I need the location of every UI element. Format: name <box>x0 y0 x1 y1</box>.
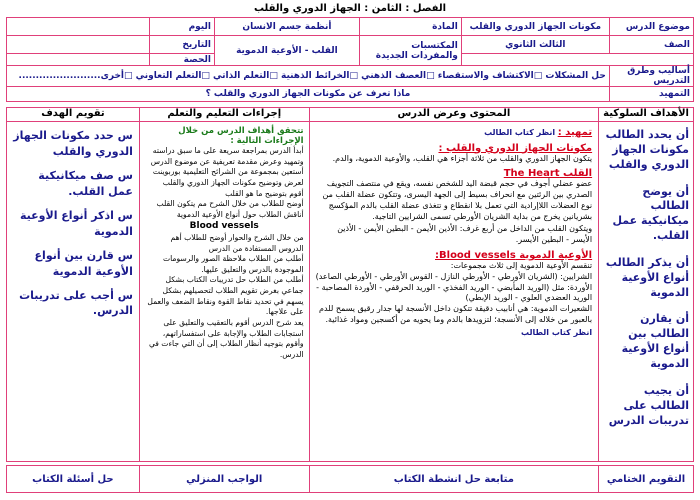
capillaries-text: الشعيرات الدموية: هي أنابيب دقيقة تتكون داخل الأنسجة لها جدار رقيق يسمح للدم بالعبور من خلاله إلى الأنسجة؛ لتزويدها بالدم وما يحويه من أكسجين ومواد غذائية. <box>319 304 593 325</box>
evaluation-cell <box>7 122 140 462</box>
book-note: انظر كتاب الطالب <box>521 327 593 337</box>
procedures-cell <box>139 122 309 462</box>
heart-text: عضو عضلي أجوف في حجم قبضة اليد للشخص نفسه، ويقع في منتصف التجويف الصدري بين الرئتين مع انحراف بسيط إلى الجهة اليسرى، وتتكون عضلة القلب من نوع العضلات اللاإرادية التي تعمل بلا انقطاع و تتغذى عضلة القلب بالدم المؤكسج بشريانين يخرج من بداية الشريان الأورطي تسمى الشرايين التاجية. <box>322 179 593 221</box>
procedure-step: من خلال الشرح والحوار أوضح للطلاب أهم الدروس المستفادة من الدرس <box>170 232 304 253</box>
evaluation-item: س أجب على تدريبات الدرس. <box>19 288 133 318</box>
heart-chambers-text: ويتكون القلب من الداخل من أربع غرف: الأذين الأيمن - البطين الأيمن - الأذين الأيسر - البطين الأيسر. <box>337 224 593 245</box>
procedure-step: أناقش الطلاب حول أنواع الأوعية الدموية <box>176 209 304 219</box>
intro-note: انظر كتاب الطالب <box>484 128 556 137</box>
content-cell <box>309 122 598 462</box>
objective-item: أن يقارن الطالب بين أنواع الأوعية الدموية <box>621 312 689 370</box>
subject-label: المادة <box>359 18 461 36</box>
strategies-list: حل المشكلات □الاكتشاف والاستقصاء □العصف الذهني □الخرائط الذهنية □التعلم الذاتي □التعلم التعاوني □أخرى........................ <box>7 66 610 87</box>
objective-item: أن يذكر الطالب أنواع الأوعية الدموية <box>605 255 689 299</box>
answers-value: حل أسئلة الكتاب <box>7 466 140 493</box>
strategies-label: أساليب وطرق التدريس <box>609 66 693 87</box>
class-label: الصف <box>609 36 693 54</box>
chapter-title: الفصل : الثامن : الجهاز الدوري والقلب <box>253 3 447 14</box>
arteries-text: الشرايين: (الشريان الأورطي - الأورطي النازل - القوس الأورطي - الأورطي الصاعد) <box>315 271 593 281</box>
objective-item: أن يجيب الطالب على تدريبات الدرس <box>608 383 689 427</box>
vessels-title: الأوعية الدموية Blood vessels: <box>435 250 593 262</box>
date-value <box>7 36 150 54</box>
day-label: اليوم <box>149 18 214 36</box>
section1-text: يتكون الجهاز الدوري والقلب من ثلاثة أجزاء هي القلب، والأوعية الدموية، والدم. <box>332 153 593 163</box>
gains-label: المكتسبات والمفردات الجديدة <box>359 36 461 66</box>
procedure-step: أوضح للطلاب من خلال الشرح مم يتكون القلب <box>156 199 304 209</box>
period-value <box>7 54 150 66</box>
lesson-topic-value: مكونات الجهاز الدوري والقلب <box>461 18 609 36</box>
objectives-header: الأهداف السلوكية <box>599 108 694 122</box>
blank-cell <box>461 54 693 66</box>
content-header: المحتوى وعرض الدرس <box>309 108 598 122</box>
lesson-topic-label: موضوع الدرس <box>609 18 693 36</box>
veins-text: الأوردة: مثل (الوريد المأبضي - الوريد الفخذي - الوريد الحرقفي - الأوردة المصاحبة - الوريد العضدي العلوي - الوريد الإبطي) <box>316 282 593 303</box>
homework-label: الواجب المنزلي <box>139 466 309 493</box>
evaluation-item: س حدد مكونات الجهاز الدوري والقلب <box>13 129 133 158</box>
followup-value: متابعة حل انشطة الكتاب <box>309 466 599 493</box>
date-label: التاريخ <box>149 36 214 54</box>
procedure-step: أقوم بتوضيح ما هو القلب <box>225 188 304 198</box>
procedure-step: يعد شرح الدرس أقوم بالتعقيب والتعليق على استجابات الطلاب والإجابة على استفساراتهم، وأقوم بتوجيه أنظار الطلاب إلى أن التي جاءت في الدرس. <box>148 317 304 359</box>
procedure-step: أطلب من الطلاب حل تدريبات الكتاب بشكل جماعي بغرض تقويم الطلاب لتحصيلهم بشكل يسهم في تحديد نقاط القوة ونقاط الضعف والعمل على علاجها. <box>147 275 304 317</box>
vessels-intro: تنقسم الأوعية الدموية إلى ثلاث مجموعات: <box>450 261 593 271</box>
lesson-body-table <box>6 107 694 462</box>
day-value <box>7 18 150 36</box>
footer-table <box>6 465 694 493</box>
header-table <box>6 17 694 102</box>
procedure-step: Blood vessels <box>189 221 259 232</box>
intro-question: ماذا تعرف عن مكونات الجهاز الدوري والقلب ؟ <box>7 87 610 102</box>
evaluation-item: س اذكر أنواع الأوعية الدموية <box>19 208 133 238</box>
procedure-step: أبدأ الدرس بمراجعة سريعة على ما سبق دراسته وتمهيد وعرض مقدمة تعريفية عن موضوع الدرس <box>150 146 304 166</box>
gains-value: القلب - الأوعية الدموية <box>214 36 359 66</box>
intro-label: التمهيد <box>609 87 693 102</box>
heart-title: القلب The Heart <box>503 168 593 180</box>
subject-value: أنظمة جسم الانسان <box>214 18 359 36</box>
objectives-cell <box>599 122 694 462</box>
period-label: الحصة <box>149 54 214 66</box>
objective-item: أن يحدد الطالب مكونات الجهاز الدوري والقلب <box>605 128 689 171</box>
evaluation-item: س صف ميكانيكية عمل القلب. <box>38 168 133 198</box>
section1-title: مكونات الجهاز الدوري والقلب : <box>438 142 593 154</box>
procedure-step: أستعين بمجموعة من الشرائح التعليمية بوربوينت لعرض وتوضيح مكونات الجهاز الدوري والقلب <box>152 167 304 187</box>
evaluation-item: س قارن بين أنواع الأوعية الدموية <box>34 248 133 278</box>
final-eval-label: التقويم الختامي <box>599 466 694 493</box>
objective-item: أن يوضح الطالب ميكانيكية عمل القلب. <box>612 184 689 243</box>
procedure-step: أطلب من الطلاب ملاحظة الصور والرسومات الموجودة بالدرس والتعليق عليها. <box>162 254 304 274</box>
procedures-header: إجراءات التعليم والتعلم <box>139 108 309 122</box>
intro-heading: تمهيد : <box>557 127 593 138</box>
evaluation-header: تقويم الهدف <box>7 108 140 122</box>
class-value: الثالث الثانوي <box>461 36 609 54</box>
procedures-heading: تتحقق أهداف الدرس من خلال الإجراءات التالية : <box>178 126 304 146</box>
